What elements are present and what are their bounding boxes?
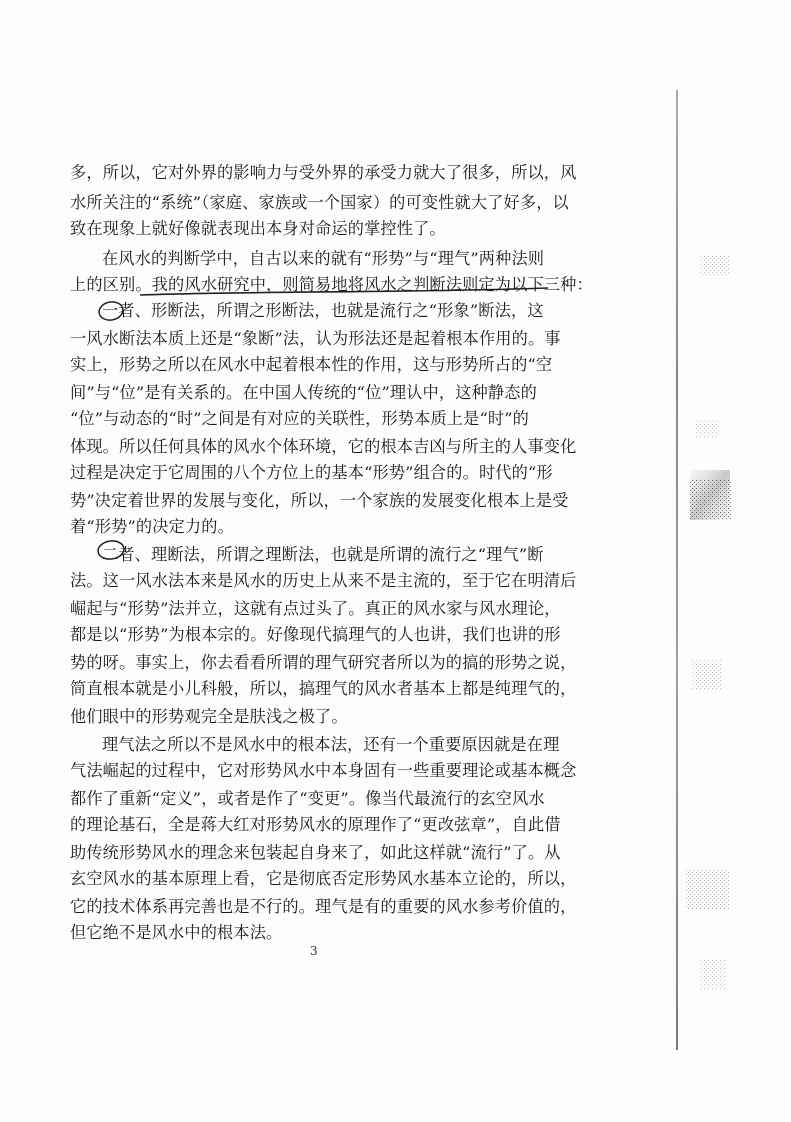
text-line: 二者、理断法，所谓之理断法，也就是所谓的流行之“理气”断: [102, 545, 544, 564]
text-line: 他们眼中的形势观完全是肤浅之极了。: [70, 707, 348, 726]
text-line: 一者、形断法，所谓之形断法，也就是流行之“形象”断法，这: [102, 301, 544, 320]
text-line: 气法崛起的过程中，它对形势风水中本身固有一些重要理论或基本概念: [70, 761, 577, 780]
text-line: 崛起与“形势”法并立，这就有点过头了。真正的风水家与风水理论，: [70, 599, 561, 618]
text-line-underlined: 上的区别。我的风水研究中，则简易地将风水之判断法则定为以下三种：: [70, 275, 593, 294]
page-number: 3: [310, 944, 318, 958]
text-line: 理气法之所以不是风水中的根本法，还有一个重要原因就是在理: [102, 735, 560, 754]
text-line: 致在现象上就好像就表现出本身对命运的掌控性了。: [70, 219, 446, 238]
text-line: 势”决定着世界的发展与变化，所以，一个家族的发展变化根本上是受: [70, 491, 569, 510]
text-line: 一风水断法本质上还是“象断”法，认为形法还是起着根本作用的。事: [70, 329, 561, 348]
text-line: 玄空风水的基本原理上看，它是彻底否定形势风水基本立论的，所以，: [70, 869, 577, 888]
text-line: 助传统形势风水的理念来包装起自身来了，如此这样就“流行”了。从: [70, 843, 561, 862]
binding-edge-line: [676, 90, 678, 1050]
text-line: 势的呀。事实上，你去看看所谓的理气研究者所以为的搞的形势之说，: [70, 653, 577, 672]
text-line: 多，所以，它对外界的影响力与受外界的承受力就大了很多，所以，风: [70, 163, 577, 182]
text-line: 法。这一风水法本来是风水的历史上从来不是主流的，至于它在明清后: [70, 571, 577, 590]
text-line: 过程是决定于它周围的八个方位上的基本“形势”组合的。时代的“形: [70, 463, 553, 482]
text-line: 着“形势”的决定力的。: [70, 517, 234, 536]
text-line: 的理论基石，全是蒋大红对形势风水的原理作了“更改弦章”，自此借: [70, 815, 561, 834]
text-line: 体现。所以任何具体的风水个体环境，它的根本吉凶与所主的人事变化: [70, 437, 577, 456]
text-line: 水所关注的“系统”（家庭、家族或一个国家）的可变性就大了好多，以: [70, 193, 569, 212]
text-line: 都是以“形势”为根本宗的。好像现代搞理气的人也讲，我们也讲的形: [70, 625, 561, 644]
text-line: 但它绝不是风水中的根本法。: [70, 923, 283, 942]
text-line: “位”与动态的“时”之间是有对应的关联性，形势本质上是“时”的: [70, 409, 529, 428]
text-line: 间”与“位”是有关系的。在中国人传统的“位”理认中，这种静态的: [70, 383, 537, 402]
text-line: 在风水的判断学中，自古以来的就有“形势”与“理气”两种法则: [102, 249, 545, 268]
text-line: 实上，形势之所以在风水中起着根本性的作用，这与形势所占的“空: [70, 355, 553, 374]
text-line: 都作了重新“定义”，或者是作了“变更”。像当代最流行的玄空风水: [70, 789, 545, 808]
text-line: 它的技术体系再完善也是不行的。理气是有的重要的风水参考价值的，: [70, 897, 577, 916]
text-line: 简直根本就是小儿科般，所以，搞理气的风水者基本上都是纯理气的，: [70, 679, 577, 698]
